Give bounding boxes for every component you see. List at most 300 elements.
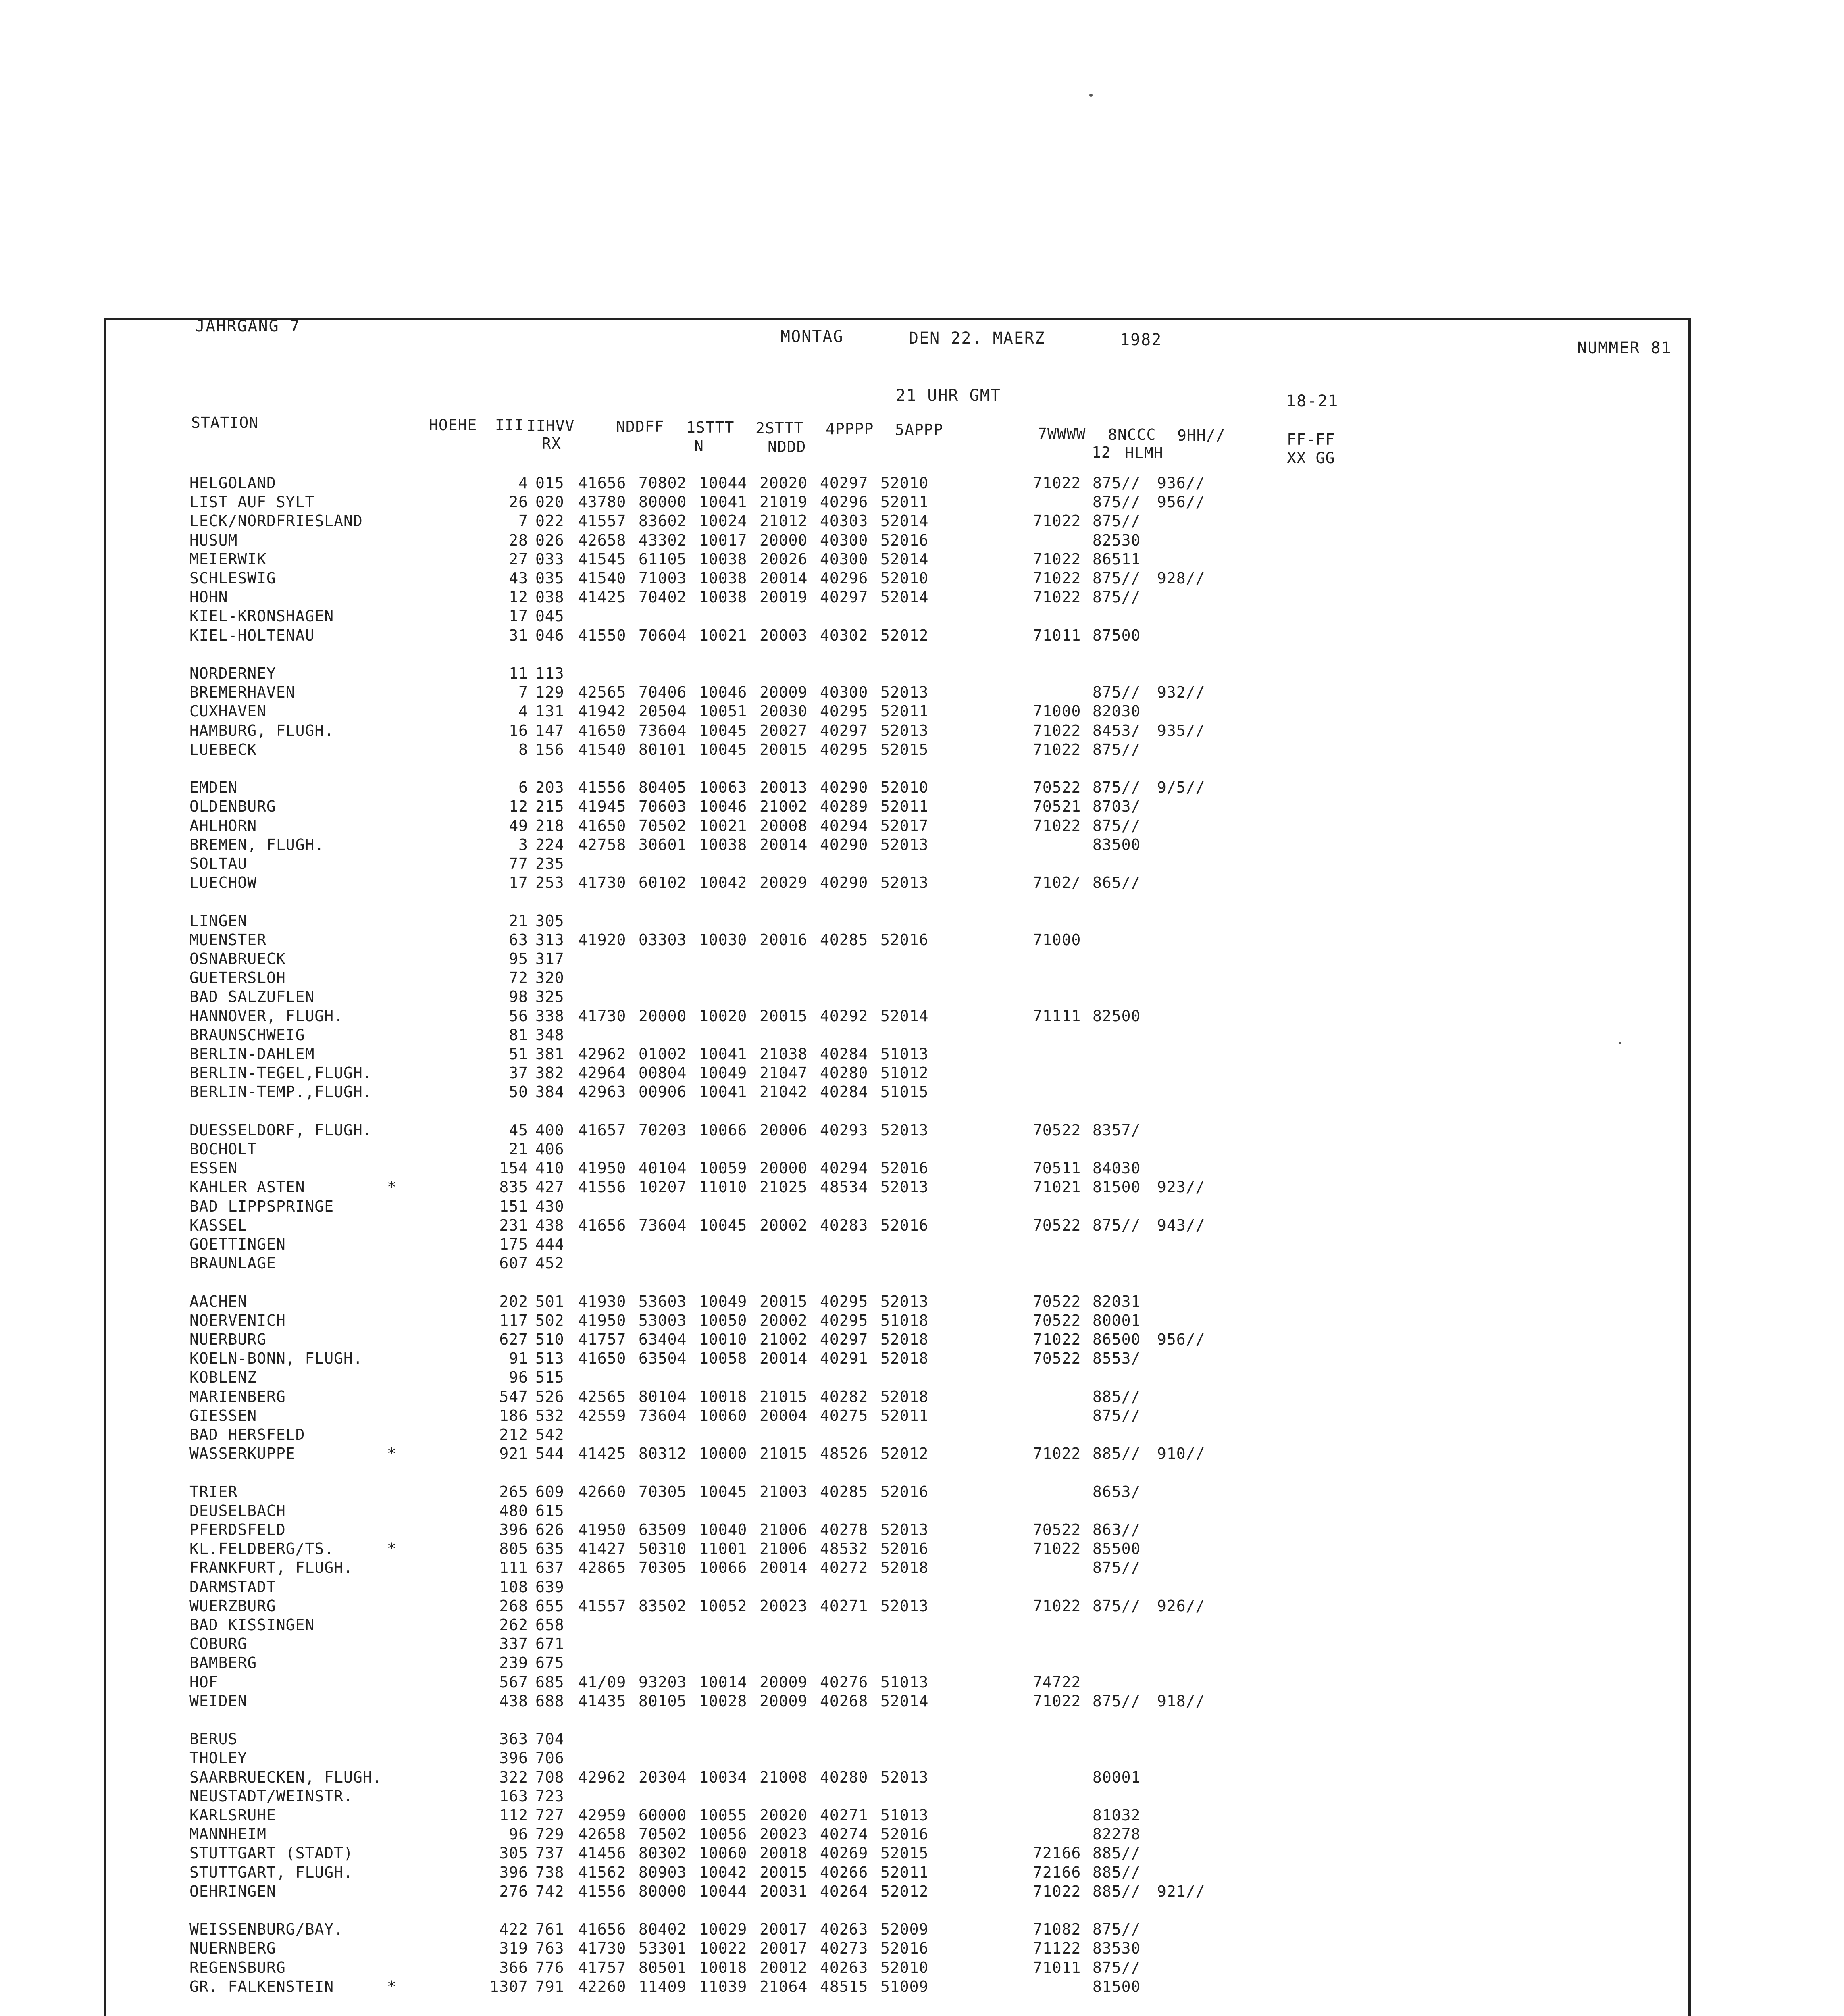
pppp4-value: 40300 [820, 531, 868, 549]
nddff-value: 03303 [639, 931, 687, 949]
station-name: AACHEN [189, 1293, 248, 1310]
nddff-value: 53301 [639, 1939, 687, 1957]
mountain-station-marker: * [387, 1978, 397, 1995]
appp5-value: 52016 [880, 1825, 929, 1843]
pppp4-value: 40285 [820, 1483, 868, 1501]
station-name: NORDERNEY [189, 664, 276, 682]
appp5-value: 52018 [880, 1331, 929, 1348]
hoehe-value: 26 [509, 493, 528, 511]
station-name: MARIENBERG [189, 1388, 286, 1406]
station-name: COBURG [189, 1635, 248, 1653]
ncc8-value: 875// [1093, 683, 1141, 701]
sttt1-value: 10060 [699, 1407, 747, 1425]
ncc8-value: 885// [1093, 1388, 1141, 1406]
hh9-value: 9/5// [1157, 779, 1205, 796]
nddff-value: 73604 [639, 722, 687, 739]
sttt2-value: 20031 [760, 1883, 808, 1900]
station-name: CUXHAVEN [189, 702, 267, 720]
hoehe-value: 72 [509, 969, 528, 987]
station-id: 532 [535, 1407, 564, 1425]
hoehe-value: 3 [518, 836, 528, 854]
sttt1-value: 10055 [699, 1806, 747, 1824]
hoehe-value: 21 [509, 912, 528, 930]
station-name: HUSUM [189, 531, 238, 549]
nddff-value: 70802 [639, 474, 687, 492]
hoehe-value: 111 [499, 1559, 528, 1577]
iihvv-value: 41945 [578, 798, 626, 815]
sttt1-value: 10040 [699, 1521, 747, 1539]
nddff-value: 73604 [639, 1407, 687, 1425]
wwww7-value: 70522 [1033, 1121, 1081, 1139]
hoehe-value: 6 [518, 779, 528, 796]
sttt1-value: 10051 [699, 702, 747, 720]
pppp4-value: 40263 [820, 1920, 868, 1938]
ncc8-value: 82030 [1093, 702, 1141, 720]
jahrgang-label: JAHRGANG 7 [195, 317, 300, 335]
wwww7-value: 71022 [1033, 1883, 1081, 1900]
pppp4-value: 40291 [820, 1350, 868, 1367]
sttt2-value: 20030 [760, 702, 808, 720]
appp5-value: 52014 [880, 1007, 929, 1025]
sttt2-value: 20026 [760, 550, 808, 568]
year-label: 1982 [1120, 331, 1162, 349]
ncc8-value: 875// [1093, 741, 1141, 758]
nddff-value: 53003 [639, 1312, 687, 1329]
col-1sttt: 1STTT [686, 419, 735, 436]
sttt1-value: 10046 [699, 798, 747, 815]
col-iii: III [495, 416, 524, 434]
hoehe-value: 17 [509, 874, 528, 891]
appp5-value: 52016 [880, 1216, 929, 1234]
hoehe-value: 835 [499, 1178, 528, 1196]
station-name: HOHN [189, 588, 228, 606]
station-id: 035 [535, 569, 564, 587]
station-id: 235 [535, 855, 564, 873]
nddff-value: 11409 [639, 1978, 687, 1995]
station-name: WEIDEN [189, 1692, 248, 1710]
station-name: KOBLENZ [189, 1368, 257, 1386]
ncc8-value: 863// [1093, 1521, 1141, 1539]
sttt1-value: 11010 [699, 1178, 747, 1196]
station-name: OSNABRUECK [189, 950, 286, 968]
nddff-value: 70603 [639, 798, 687, 815]
ncc8-value: 875// [1093, 1959, 1141, 1976]
hoehe-value: 96 [509, 1368, 528, 1386]
hh9-value: 923// [1157, 1178, 1205, 1196]
nddff-value: 70502 [639, 1825, 687, 1843]
ncc8-value: 86511 [1093, 550, 1141, 568]
appp5-value: 52014 [880, 1692, 929, 1710]
station-name: HELGOLAND [189, 474, 276, 492]
nddff-value: 63509 [639, 1521, 687, 1539]
station-name: SOLTAU [189, 855, 248, 873]
sttt2-value: 20015 [760, 1293, 808, 1310]
station-name: BERUS [189, 1730, 238, 1748]
sttt2-value: 20009 [760, 1673, 808, 1691]
appp5-value: 52017 [880, 817, 929, 835]
station-id: 727 [535, 1806, 564, 1824]
pppp4-value: 40297 [820, 474, 868, 492]
iihvv-value: 41556 [578, 1178, 626, 1196]
sttt2-value: 20019 [760, 588, 808, 606]
station-name: HOF [189, 1673, 219, 1691]
nddff-value: 70402 [639, 588, 687, 606]
hoehe-value: 547 [499, 1388, 528, 1406]
hoehe-value: 262 [499, 1616, 528, 1634]
iihvv-value: 41930 [578, 1293, 626, 1310]
hoehe-value: 91 [509, 1350, 528, 1367]
station-id: 438 [535, 1216, 564, 1234]
sttt2-value: 20015 [760, 1007, 808, 1025]
sttt2-value: 21002 [760, 798, 808, 815]
sttt2-value: 20014 [760, 1559, 808, 1577]
station-id: 688 [535, 1692, 564, 1710]
iihvv-value: 41730 [578, 1007, 626, 1025]
station-name: KIEL-KRONSHAGEN [189, 607, 334, 625]
sttt1-value: 10020 [699, 1007, 747, 1025]
station-name: ESSEN [189, 1159, 238, 1177]
col-nddff: NDDFF [616, 418, 664, 435]
pppp4-value: 40296 [820, 569, 868, 587]
scan-speck [1619, 1042, 1621, 1044]
col-ff-sub: XX GG [1287, 449, 1335, 467]
pppp4-value: 40271 [820, 1806, 868, 1824]
hoehe-value: 7 [518, 683, 528, 701]
station-name: LUEBECK [189, 741, 257, 758]
station-name: NUERBURG [189, 1331, 267, 1348]
nddff-value: 00906 [639, 1083, 687, 1101]
station-id: 400 [535, 1121, 564, 1139]
appp5-value: 52013 [880, 1293, 929, 1310]
hoehe-value: 7 [518, 512, 528, 530]
hoehe-value: 805 [499, 1540, 528, 1558]
sttt2-value: 20012 [760, 1959, 808, 1976]
station-name: HANNOVER, FLUGH. [189, 1007, 344, 1025]
sttt1-value: 10041 [699, 1045, 747, 1063]
ncc8-value: 885// [1093, 1844, 1141, 1862]
ncc8-value: 83500 [1093, 836, 1141, 854]
station-id: 542 [535, 1426, 564, 1443]
sttt1-value: 10038 [699, 569, 747, 587]
wwww7-value: 71022 [1033, 588, 1081, 606]
nddff-value: 71003 [639, 569, 687, 587]
station-name: BAD KISSINGEN [189, 1616, 315, 1634]
appp5-value: 52016 [880, 1939, 929, 1957]
iihvv-value: 41656 [578, 1920, 626, 1938]
sttt2-value: 20002 [760, 1312, 808, 1329]
pppp4-value: 40294 [820, 1159, 868, 1177]
appp5-value: 52012 [880, 1445, 929, 1462]
wwww7-value: 71022 [1033, 722, 1081, 739]
period-label: 18-21 [1286, 392, 1339, 410]
iihvv-value: 41942 [578, 702, 626, 720]
wwww7-value: 70522 [1033, 779, 1081, 796]
station-name: WEISSENBURG/BAY. [189, 1920, 344, 1938]
station-id: 635 [535, 1540, 564, 1558]
pppp4-value: 40303 [820, 512, 868, 530]
pppp4-value: 40284 [820, 1045, 868, 1063]
hh9-value: 918// [1157, 1692, 1205, 1710]
col-station: STATION [191, 414, 259, 431]
iihvv-value: 42962 [578, 1045, 626, 1063]
station-name: THOLEY [189, 1749, 248, 1767]
hoehe-value: 921 [499, 1445, 528, 1462]
wwww7-value: 71022 [1033, 1445, 1081, 1462]
iihvv-value: 42658 [578, 531, 626, 549]
sttt1-value: 10014 [699, 1673, 747, 1691]
iihvv-value: 41650 [578, 817, 626, 835]
ncc8-value: 875// [1093, 512, 1141, 530]
sttt2-value: 21047 [760, 1064, 808, 1082]
nddff-value: 43302 [639, 531, 687, 549]
nddff-value: 80501 [639, 1959, 687, 1976]
hoehe-value: 112 [499, 1806, 528, 1824]
nddff-value: 00804 [639, 1064, 687, 1082]
nddff-value: 20304 [639, 1768, 687, 1786]
hoehe-value: 50 [509, 1083, 528, 1101]
hoehe-value: 396 [499, 1521, 528, 1539]
hoehe-value: 12 [509, 798, 528, 815]
pppp4-value: 40274 [820, 1825, 868, 1843]
hoehe-value: 276 [499, 1883, 528, 1900]
iihvv-value: 41435 [578, 1692, 626, 1710]
nddff-value: 20504 [639, 702, 687, 720]
pppp4-value: 40300 [820, 550, 868, 568]
ncc8-value: 85500 [1093, 1540, 1141, 1558]
station-id: 706 [535, 1749, 564, 1767]
appp5-value: 52016 [880, 1483, 929, 1501]
iihvv-value: 41556 [578, 779, 626, 796]
hoehe-value: 438 [499, 1692, 528, 1710]
sttt2-value: 20009 [760, 1692, 808, 1710]
col-5appp: 5APPP [895, 421, 943, 439]
hoehe-value: 163 [499, 1787, 528, 1805]
sttt2-value: 20020 [760, 1806, 808, 1824]
appp5-value: 52010 [880, 569, 929, 587]
sttt1-value: 10038 [699, 550, 747, 568]
wwww7-value: 71122 [1033, 1939, 1081, 1957]
hoehe-value: 366 [499, 1959, 528, 1976]
sttt2-value: 21042 [760, 1083, 808, 1101]
wwww7-value: 71022 [1033, 817, 1081, 835]
ncc8-value: 875// [1093, 1407, 1141, 1425]
nddff-value: 80405 [639, 779, 687, 796]
hoehe-value: 627 [499, 1331, 528, 1348]
hh9-value: 921// [1157, 1883, 1205, 1900]
nddff-value: 80402 [639, 1920, 687, 1938]
hoehe-value: 319 [499, 1939, 528, 1957]
station-name: LINGEN [189, 912, 248, 930]
sttt1-value: 10030 [699, 931, 747, 949]
sttt2-value: 20029 [760, 874, 808, 891]
nddff-value: 80302 [639, 1844, 687, 1862]
station-name: SCHLESWIG [189, 569, 276, 587]
col-7wwww-sub: 12 [1092, 444, 1111, 461]
sttt2-value: 21006 [760, 1521, 808, 1539]
col-2sttt: 2STTT [755, 419, 804, 437]
pppp4-value: 40295 [820, 1293, 868, 1310]
station-name: BERLIN-TEMP.,FLUGH. [189, 1083, 373, 1101]
station-id: 338 [535, 1007, 564, 1025]
station-name: NUERNBERG [189, 1939, 276, 1957]
sttt1-value: 10044 [699, 474, 747, 492]
station-name: KIEL-HOLTENAU [189, 627, 315, 644]
sttt1-value: 10018 [699, 1388, 747, 1406]
sttt2-value: 21015 [760, 1445, 808, 1462]
station-id: 382 [535, 1064, 564, 1082]
station-name: BRAUNSCHWEIG [189, 1026, 305, 1044]
ncc8-value: 875// [1093, 588, 1141, 606]
station-id: 253 [535, 874, 564, 891]
station-name: HAMBURG, FLUGH. [189, 722, 334, 739]
wwww7-value: 71022 [1033, 512, 1081, 530]
nddff-value: 20000 [639, 1007, 687, 1025]
appp5-value: 52012 [880, 1883, 929, 1900]
hoehe-value: 151 [499, 1198, 528, 1215]
nddff-value: 61105 [639, 550, 687, 568]
sttt2-value: 21012 [760, 512, 808, 530]
appp5-value: 52011 [880, 1864, 929, 1881]
hoehe-value: 63 [509, 931, 528, 949]
appp5-value: 52010 [880, 1959, 929, 1976]
iihvv-value: 41950 [578, 1159, 626, 1177]
station-id: 502 [535, 1312, 564, 1329]
wwww7-value: 71022 [1033, 1540, 1081, 1558]
station-name: BAD HERSFELD [189, 1426, 305, 1443]
nddff-value: 80312 [639, 1445, 687, 1462]
iihvv-value: 42660 [578, 1483, 626, 1501]
station-id: 685 [535, 1673, 564, 1691]
sttt2-value: 21038 [760, 1045, 808, 1063]
station-name: GIESSEN [189, 1407, 257, 1425]
hoehe-value: 98 [509, 988, 528, 1006]
hoehe-value: 56 [509, 1007, 528, 1025]
iihvv-value: 42963 [578, 1083, 626, 1101]
hoehe-value: 186 [499, 1407, 528, 1425]
station-name: FRANKFURT, FLUGH. [189, 1559, 353, 1577]
sttt2-value: 21008 [760, 1768, 808, 1786]
appp5-value: 52014 [880, 588, 929, 606]
sttt1-value: 10046 [699, 683, 747, 701]
sttt2-value: 20006 [760, 1121, 808, 1139]
sttt1-value: 10052 [699, 1597, 747, 1615]
hoehe-value: 337 [499, 1635, 528, 1653]
appp5-value: 52016 [880, 1159, 929, 1177]
hoehe-value: 77 [509, 855, 528, 873]
station-name: KOELN-BONN, FLUGH. [189, 1350, 363, 1367]
hoehe-value: 11 [509, 664, 528, 682]
hh9-value: 932// [1157, 683, 1205, 701]
iihvv-value: 42758 [578, 836, 626, 854]
sttt2-value: 20018 [760, 1844, 808, 1862]
station-name: LIST AUF SYLT [189, 493, 315, 511]
station-id: 015 [535, 474, 564, 492]
sttt1-value: 10038 [699, 588, 747, 606]
nddff-value: 53603 [639, 1293, 687, 1310]
col-iihvv: IIHVV [527, 417, 575, 435]
hoehe-value: 27 [509, 550, 528, 568]
station-id: 147 [535, 722, 564, 739]
station-id: 671 [535, 1635, 564, 1653]
iihvv-value: 41730 [578, 874, 626, 891]
station-name: BRAUNLAGE [189, 1254, 276, 1272]
ncc8-value: 8357/ [1093, 1121, 1141, 1139]
col-9hh: 9HH// [1177, 427, 1226, 444]
sttt2-value: 20003 [760, 627, 808, 644]
pppp4-value: 40282 [820, 1388, 868, 1406]
station-name: DEUSELBACH [189, 1502, 286, 1520]
station-id: 305 [535, 912, 564, 930]
sttt2-value: 20017 [760, 1920, 808, 1938]
iihvv-value: 41557 [578, 512, 626, 530]
station-name: STUTTGART (STADT) [189, 1844, 353, 1862]
hoehe-value: 4 [518, 474, 528, 492]
pppp4-value: 40295 [820, 1312, 868, 1329]
nddff-value: 10207 [639, 1178, 687, 1196]
ncc8-value: 875// [1093, 1216, 1141, 1234]
station-id: 113 [535, 664, 564, 682]
sttt1-value: 10045 [699, 722, 747, 739]
station-name: REGENSBURG [189, 1959, 286, 1976]
appp5-value: 52011 [880, 1407, 929, 1425]
nddff-value: 70305 [639, 1559, 687, 1577]
wwww7-value: 71022 [1033, 1597, 1081, 1615]
hoehe-value: 95 [509, 950, 528, 968]
hh9-value: 956// [1157, 1331, 1205, 1348]
station-name: WUERZBURG [189, 1597, 276, 1615]
station-id: 742 [535, 1883, 564, 1900]
pppp4-value: 48515 [820, 1978, 868, 1995]
sttt2-value: 21006 [760, 1540, 808, 1558]
station-name: SAARBRUECKEN, FLUGH. [189, 1768, 382, 1786]
nddff-value: 80105 [639, 1692, 687, 1710]
ncc8-value: 81500 [1093, 1178, 1141, 1196]
nddff-value: 70305 [639, 1483, 687, 1501]
station-name: AHLHORN [189, 817, 257, 835]
sttt1-value: 10045 [699, 1216, 747, 1234]
nddff-value: 30601 [639, 836, 687, 854]
sttt1-value: 10050 [699, 1312, 747, 1329]
col-8nccc: 8NCCC [1108, 426, 1156, 444]
sttt2-value: 20023 [760, 1597, 808, 1615]
col-4pppp: 4PPPP [826, 420, 874, 438]
station-name: MUENSTER [189, 931, 267, 949]
iihvv-value: 42964 [578, 1064, 626, 1082]
appp5-value: 52013 [880, 1121, 929, 1139]
sttt1-value: 10063 [699, 779, 747, 796]
station-id: 761 [535, 1920, 564, 1938]
pppp4-value: 40295 [820, 741, 868, 758]
ncc8-value: 81500 [1093, 1978, 1141, 1995]
station-id: 131 [535, 702, 564, 720]
sttt1-value: 11001 [699, 1540, 747, 1558]
weekday-label: MONTAG [780, 327, 844, 346]
wwww7-value: 70511 [1033, 1159, 1081, 1177]
pppp4-value: 48532 [820, 1540, 868, 1558]
station-name: KARLSRUHE [189, 1806, 276, 1824]
ncc8-value: 885// [1093, 1883, 1141, 1900]
appp5-value: 52014 [880, 512, 929, 530]
sttt1-value: 10021 [699, 627, 747, 644]
sttt1-value: 10045 [699, 741, 747, 758]
hoehe-value: 28 [509, 531, 528, 549]
hoehe-value: 51 [509, 1045, 528, 1063]
sttt1-value: 10066 [699, 1559, 747, 1577]
station-name: EMDEN [189, 779, 238, 796]
appp5-value: 52013 [880, 1768, 929, 1786]
iihvv-value: 42559 [578, 1407, 626, 1425]
hoehe-value: 43 [509, 569, 528, 587]
